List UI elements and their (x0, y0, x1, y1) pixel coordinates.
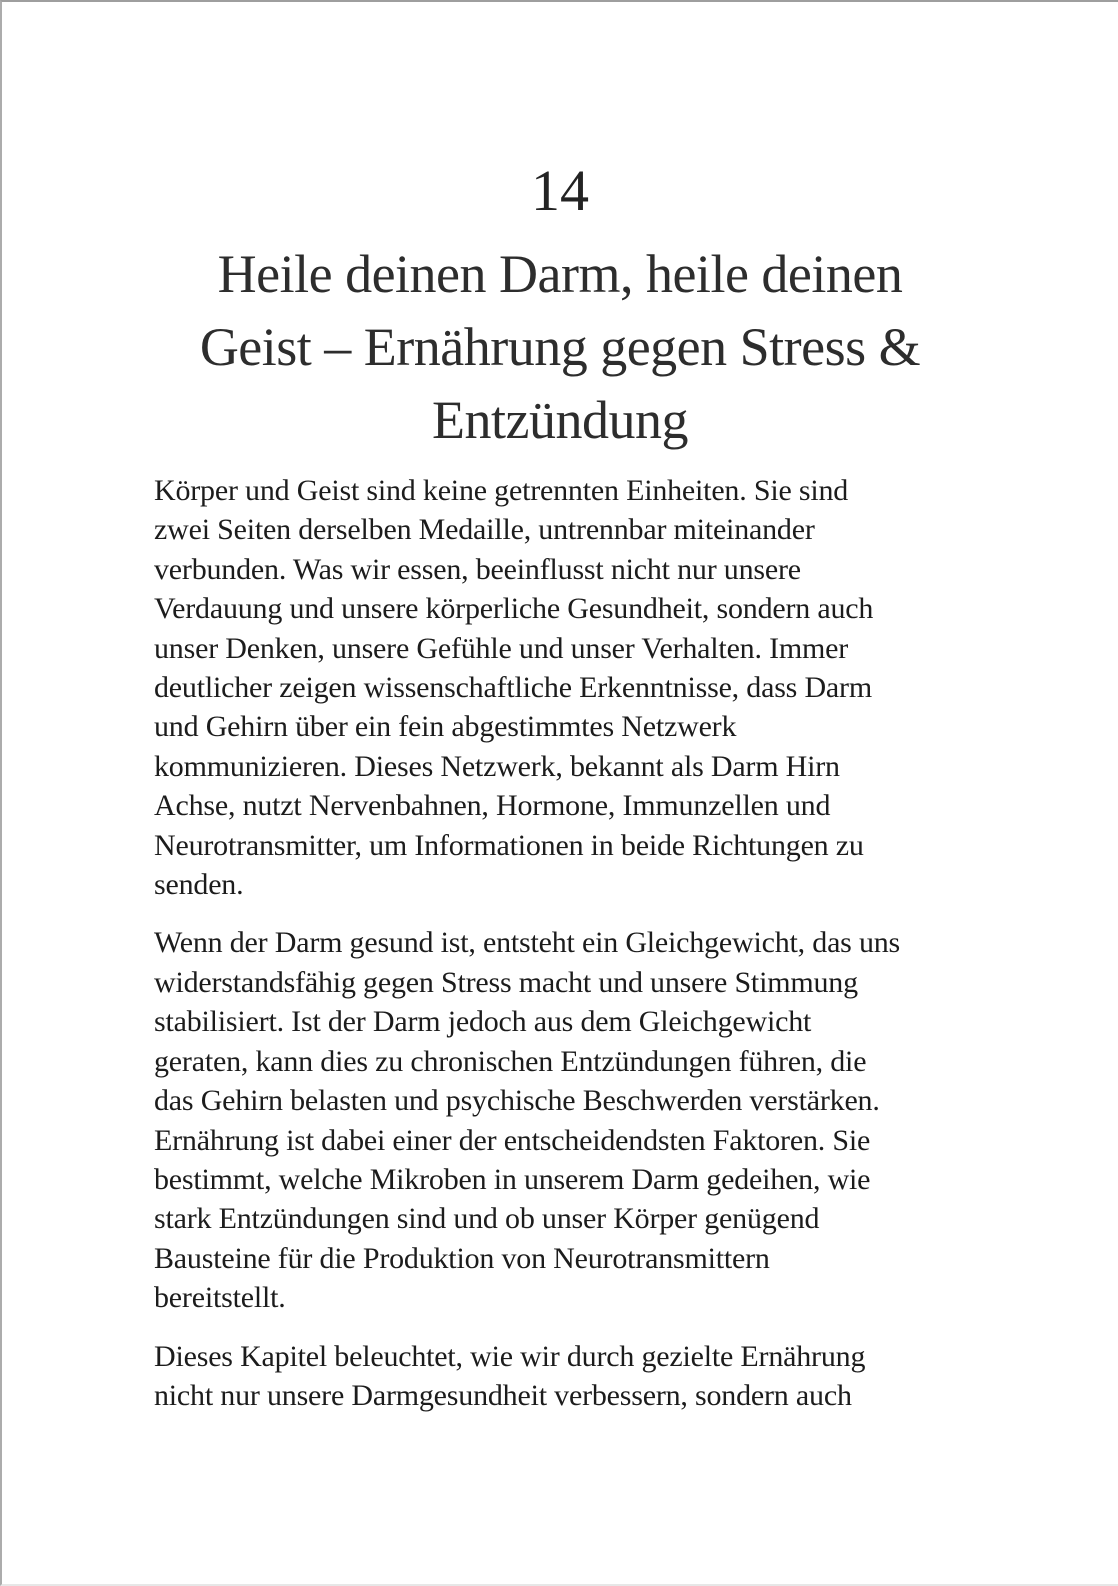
paragraph (154, 923, 978, 1317)
text-line: stark Entzündungen sind und ob unser Körper genügend (154, 1202, 820, 1236)
text-line: geraten, kann dies zu chronischen Entzündungen führen, die (154, 1044, 867, 1078)
text-line: Entzündung (432, 390, 688, 450)
text-line: bereitstellt. (154, 1281, 286, 1315)
paragraph (154, 1337, 978, 1416)
text-line: unser Denken, unsere Gefühle und unser Verhalten. Immer (154, 631, 849, 665)
text-line: nicht nur unsere Darmgesundheit verbessern, sondern auch (154, 1378, 852, 1412)
paragraph (154, 471, 978, 904)
chapter-number: 14 (531, 158, 589, 223)
text-line: verbunden. Was wir essen, beeinflusst nicht nur unsere (154, 552, 801, 586)
text-line: zwei Seiten derselben Medaille, untrennbar miteinander (154, 513, 815, 547)
text-line: das Gehirn belasten und psychische Beschwerden verstärken. (154, 1084, 880, 1118)
text-line: Dieses Kapitel beleuchtet, wie wir durch gezielte Ernährung (154, 1339, 866, 1373)
text-line: kommunizieren. Dieses Netzwerk, bekannt als Darm Hirn (154, 749, 840, 783)
text-line: Körper und Geist sind keine getrennten Einheiten. Sie sind (154, 474, 849, 507)
text-line: widerstandsfähig gegen Stress macht und unsere Stimmung (154, 965, 858, 999)
chapter-title (22, 238, 1098, 457)
text-line: Neurotransmitter, um Informationen in beide Richtungen zu (154, 828, 864, 862)
text-line: bestimmt, welche Mikroben in unserem Darm gedeihen, wie (154, 1162, 871, 1196)
text-line: Heile deinen Darm, heile deinen (217, 244, 903, 304)
text-line: Bausteine für die Produktion von Neurotransmittern (154, 1241, 770, 1275)
text-line: deutlicher zeigen wissenschaftliche Erkenntnisse, dass Darm (154, 671, 872, 705)
text-line: Verdauung und unsere körperliche Gesundheit, sondern auch (154, 592, 874, 626)
text-line: Wenn der Darm gesund ist, entsteht ein Gleichgewicht, das uns (154, 926, 901, 960)
chapter-body (154, 471, 978, 1415)
text-line: stabilisiert. Ist der Darm jedoch aus dem Gleichgewicht (154, 1005, 812, 1039)
text-line: Ernährung ist dabei einer der entscheidendsten Faktoren. Sie (154, 1123, 871, 1157)
text-line: und Gehirn über ein fein abgestimmtes Netzwerk (154, 710, 737, 744)
text-line: Geist – Ernährung gegen Stress & (199, 317, 921, 377)
text-line: Achse, nutzt Nervenbahnen, Hormone, Immunzellen und (154, 789, 831, 823)
text-line: senden. (154, 868, 244, 902)
